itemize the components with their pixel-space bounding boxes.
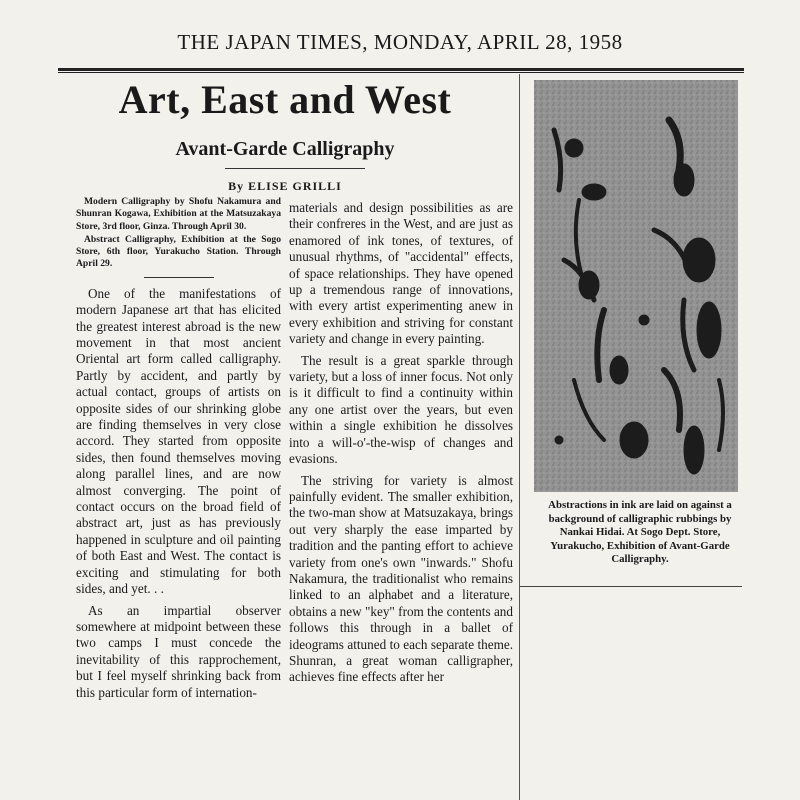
column-divider	[519, 74, 520, 800]
caption-rule	[520, 586, 742, 587]
masthead-rule-thin	[58, 72, 744, 73]
article-column-2	[289, 200, 513, 691]
exhibition-note: Modern Calligraphy by Shofu Nakamura and Shunran Kogawa, Exhibition at the Matsuzakaya Store, 3rd floor, Ginza. Through April 30.	[76, 196, 281, 232]
newspaper-masthead: THE JAPAN TIMES, MONDAY, APRIL 28, 1958	[177, 30, 623, 54]
subhead-rule	[225, 168, 365, 169]
notes-divider	[144, 277, 214, 278]
article-byline: By ELISE GRILLI	[228, 179, 342, 193]
calligraphy-image	[534, 80, 738, 492]
article-headline: Art, East and West	[118, 77, 452, 122]
article-column-1	[76, 196, 281, 706]
article-paragraph: materials and design possibilities as are their confreres in the West, and are just as enamored of ink tones, of textures, of unusual rhythms, of "accidental" effects, of space relationships. They have opened up a tremendous range of innovations, with every artist experimenting anew in every exhibition and striving for constant variety and change in every painting.	[289, 200, 513, 347]
article-paragraph: As an impartial observer somewhere at midpoint between these two camps I must concede the inevitability of this rapprochement, but I feel myself shrinking back from this particular form of internation-	[76, 602, 281, 700]
article-subheadline: Avant-Garde Calligraphy	[175, 138, 395, 160]
article-paragraph: The result is a great sparkle through variety, but a loss of inner focus. Not only is it difficult to find a continuity within any one artist over the years, but even within a single exhibition he dissolves into a will-o'-the-wisp of changes and evasions.	[289, 352, 513, 467]
exhibition-note: Abstract Calligraphy, Exhibition at the Sogo Store, 6th floor, Yurakucho Station. Through April 29.	[76, 233, 281, 270]
article-paragraph: One of the manifestations of modern Japanese art that has elicited the greatest interest abroad is the new movement in that most ancient Oriental art form called calligraphy. Partly by accident, and partly by actual contact, groups of artists on opposite sides of our shrinking globe are finding themselves in very close accord. They started from opposite sides, then found themselves moving along parallel lines, and are now almost converging. The point of contact occurs on the broad field of abstract art, just as has previously happened in sculpture and oil painting of both East and West. The contact is exciting and stimulating for both sides, and yet. . .	[76, 285, 281, 597]
masthead-rule	[58, 68, 744, 71]
calligraphy-photo	[534, 80, 738, 492]
article-paragraph: The striving for variety is almost painfully evident. The smaller exhibition, the two-man show at Matsuzakaya, brings out very sharply the ease imparted by tradition and the panting effort to achieve variety from one's own "inwards." Shofu Nakamura, the traditionalist who remains linked to an alphabet and a literature, obtains a new "key" from the contents and follows this through in a ballet of ideograms attuned to each separate theme. Shunran, a great woman calligrapher, achieves fine effects after her	[289, 472, 513, 685]
photo-caption: Abstractions in ink are laid on against a background of calligraphic rubbings by Nankai Hidai. At Sogo Dept. Store, Yurakucho, Exhibition of Avant-Garde Calligraphy.	[548, 499, 732, 566]
